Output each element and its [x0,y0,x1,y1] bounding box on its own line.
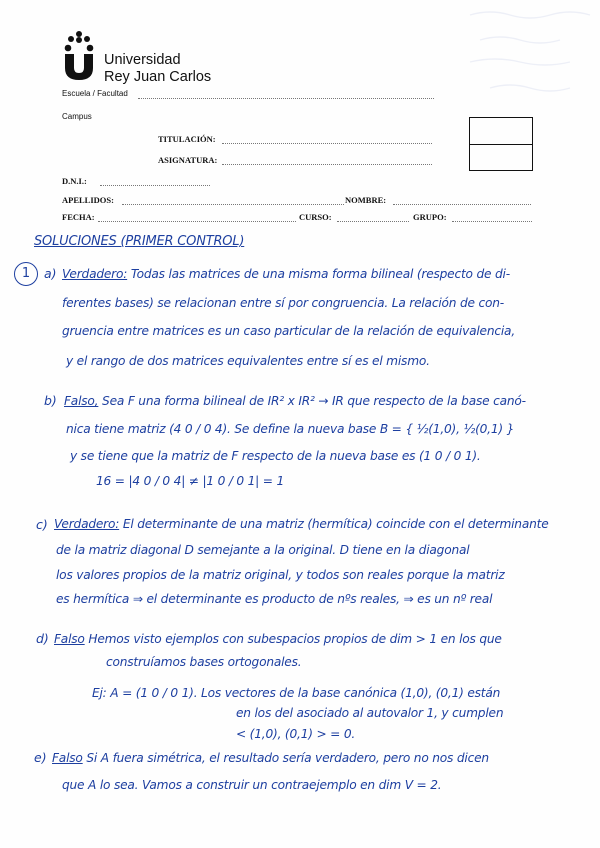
part-a-line-2: ferentes bases) se relacionan entre sí por congruencia. La relación de con- [62,296,504,310]
part-a-answer: Verdadero: [62,267,128,281]
grade-box-divider [470,144,532,145]
field-apellidos-label: APELLIDOS: [62,195,114,205]
field-curso-label: CURSO: [299,212,332,222]
part-d-line-5: < (1,0), (0,1) > = 0. [236,727,356,741]
part-e-line-2: que A lo sea. Vamos a construir un contraejemplo en dim V = 2. [62,778,442,792]
field-fecha-line [98,221,296,222]
part-c-text-1: El determinante de una matriz (hermítica) coincide con el determinante [122,517,549,531]
university-name-line1: Universidad [104,52,181,68]
part-b-answer: Falso, [64,394,99,408]
field-asignatura-label: ASIGNATURA: [158,155,218,165]
part-c-line-1 [54,517,549,532]
field-dni-label: D.N.I.: [62,176,87,186]
part-a-line-3: gruencia entre matrices es un caso particular de la relación de equivalencia, [62,324,515,338]
university-name-line2: Rey Juan Carlos [104,69,212,85]
part-d-line-3: Ej: A = (1 0 / 0 1). Los vectores de la base canónica (1,0), (0,1) están [92,686,501,700]
field-titulacion-label: TITULACIÓN: [158,134,216,144]
university-name [104,52,211,86]
part-b-line-3: y se tiene que la matriz de F respecto de la nueva base es (1 0 / 0 1). [70,449,481,463]
part-c-line-3: los valores propios de la matriz original, y todos son reales porque la matriz [56,568,505,582]
part-b-label: b) [44,393,57,408]
field-campus-label: Campus [62,112,92,121]
field-apellidos-line [122,204,344,205]
part-b-text-1: Sea F una forma bilineal de IR² x IR² → IR que respecto de la base canó- [102,394,526,408]
part-d-line-1 [54,632,502,647]
field-curso-line [337,221,409,222]
problem-number: 1 [14,262,38,286]
field-titulacion-line [222,143,432,144]
part-c-line-2: de la matriz diagonal D semejante a la original. D tiene en la diagonal [56,543,470,557]
part-d-label: d) [36,631,49,646]
field-dni-line [100,185,210,186]
part-d-text-1: Hemos visto ejemplos con subespacios propios de dim > 1 en los que [88,632,502,646]
handwritten-title: SOLUCIONES (PRIMER CONTROL) [34,234,245,249]
field-grupo-label: GRUPO: [413,212,447,222]
part-b-line-4: 16 = |4 0 / 0 4| ≠ |1 0 / 0 1| = 1 [96,474,285,488]
part-a-line-4: y el rango de dos matrices equivalentes entre sí es el mismo. [66,354,430,368]
part-e-answer: Falso [52,751,83,765]
field-asignatura-line [222,164,432,165]
part-a-label: a) [44,266,57,281]
part-d-line-4: en los del asociado al autovalor 1, y cumplen [236,706,504,720]
grade-box [469,117,533,171]
field-grupo-line [452,221,532,222]
field-escuela-line [138,98,434,99]
field-fecha-label: FECHA: [62,212,95,222]
part-e-text-1: Si A fuera simétrica, el resultado sería verdadero, pero no nos dicen [86,751,489,765]
part-e-line-1 [52,751,489,766]
part-c-line-4: es hermítica ⇒ el determinante es producto de nºs reales, ⇒ es un nº real [56,592,493,606]
field-escuela-label: Escuela / Facultad [62,89,128,98]
part-b-line-2: nica tiene matriz (4 0 / 0 4). Se define la nueva base B = { ½(1,0), ½(0,1) } [66,422,515,436]
part-d-line-2: construíamos bases ortogonales. [106,655,302,669]
bleed-through-ghost [460,0,600,120]
university-logo-icon [62,30,96,80]
field-nombre-label: NOMBRE: [345,195,387,205]
part-b-line-1 [64,394,526,409]
part-c-answer: Verdadero: [54,517,120,531]
field-nombre-line [393,204,531,205]
part-c-label: c) [36,517,48,532]
part-d-answer: Falso [54,632,85,646]
part-a-line-1 [62,267,510,282]
part-a-text-1: Todas las matrices de una misma forma bilineal (respecto de di- [130,267,510,281]
part-e-label: e) [34,750,47,765]
